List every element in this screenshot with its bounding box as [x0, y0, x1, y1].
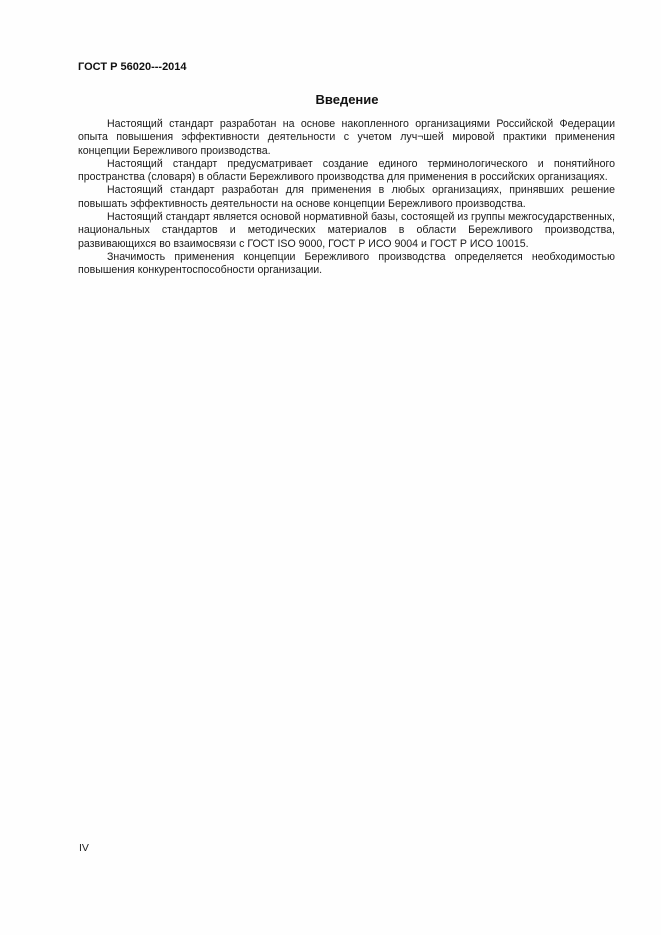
paragraph: Настоящий стандарт предусматривает создание единого терминологического и понятийного пространства (словаря) в области Бережливого производства для применения в российских организациях. [78, 157, 615, 184]
document-header: ГОСТ Р 56020---2014 [78, 61, 187, 73]
paragraph: Настоящий стандарт разработан для применения в любых организациях, принявших решение повышать эффективность деятельности на основе концепции Бережливого производства. [78, 184, 615, 210]
introduction-body [78, 118, 615, 278]
section-title: Введение [315, 92, 379, 107]
paragraph: Значимость применения концепции Бережливого производства определяется необходимостью повышения конкурентоспособности организации. [78, 250, 615, 277]
paragraph: Настоящий стандарт разработан на основе накопленного организациями Российской Федерации опыта повышения эффективности деятельности с учетом луч¬шей мировой практики применения концепции Бережливого производства. [78, 118, 615, 157]
page-number: IV [79, 842, 89, 854]
paragraph: Настоящий стандарт является основой нормативной базы, состоящей из группы межгосударственных, национальных стандартов и методических материалов в области Бережливого производства, развивающихся во взаимосвязи с ГОСТ ISO 9000, ГОСТ Р ИСО 9004 и ГОСТ Р ИСО 10015. [78, 211, 615, 250]
